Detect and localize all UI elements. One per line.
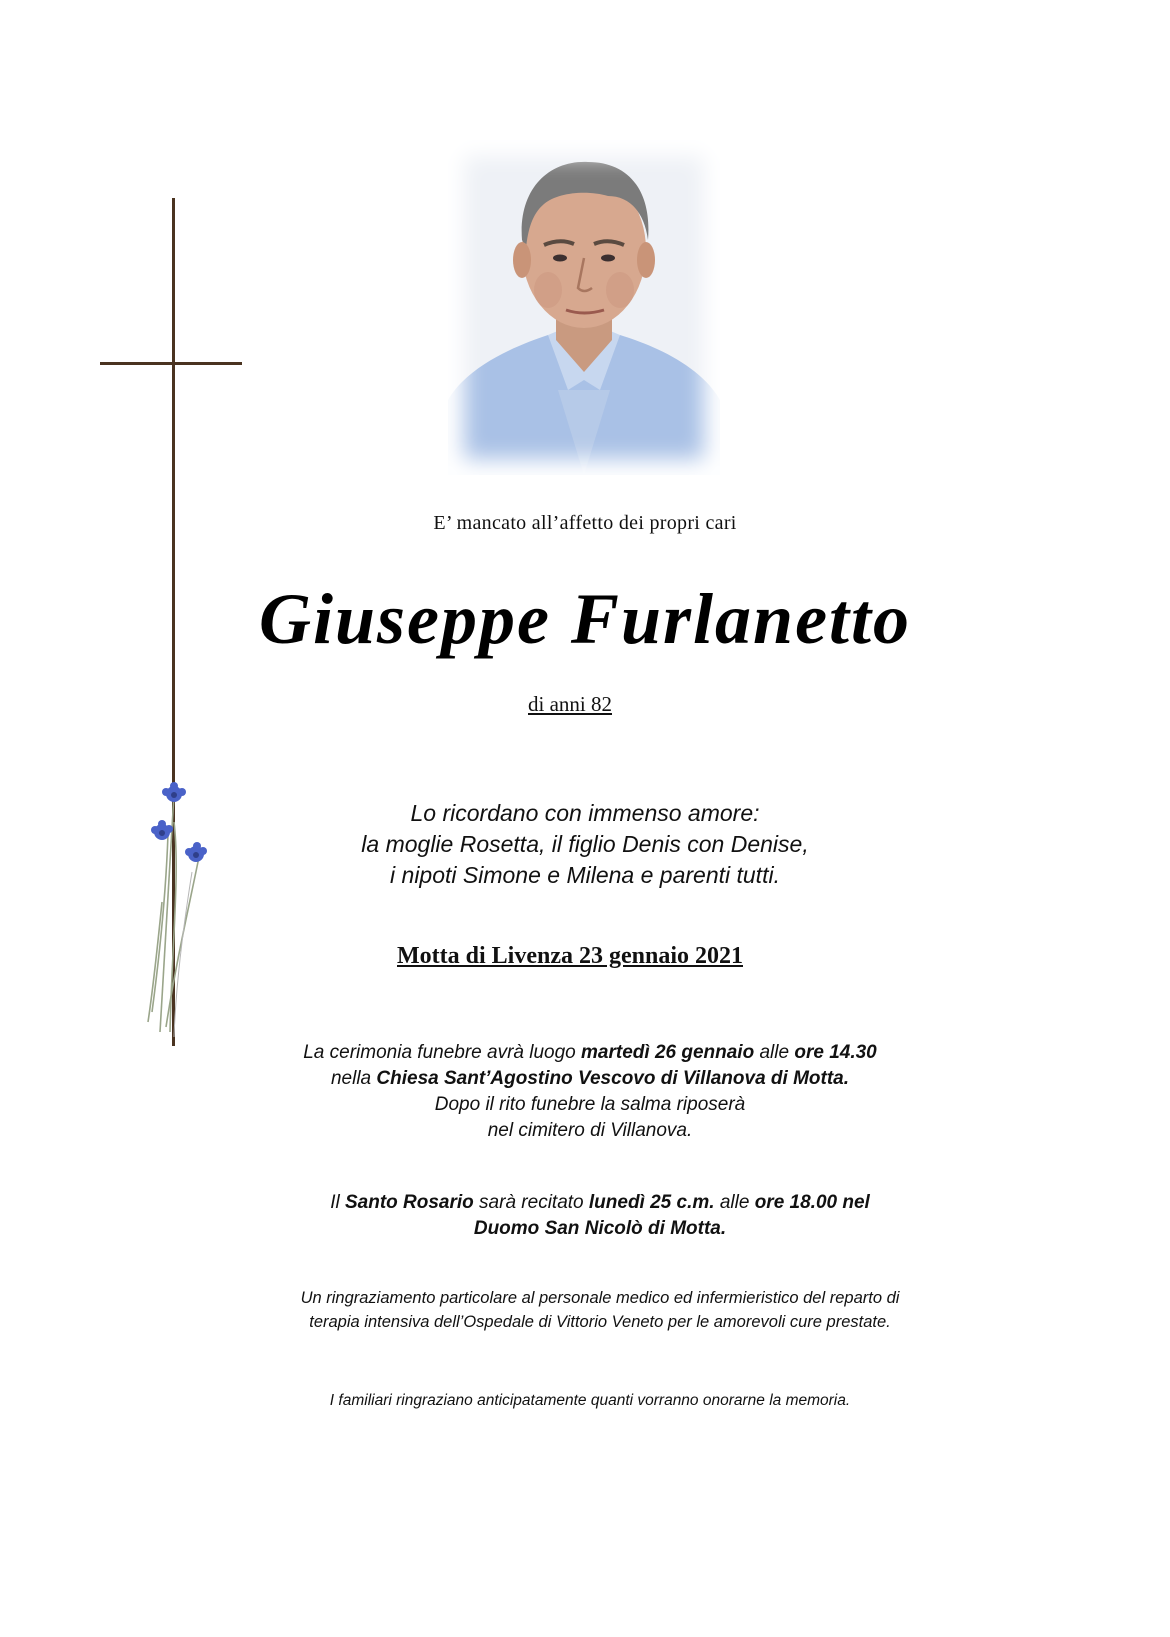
intro-text: E’ mancato all’affetto dei propri cari bbox=[433, 512, 737, 534]
thanks-line: Un ringraziamento particolare al personale medico ed infermieristico del reparto di bbox=[300, 1289, 900, 1307]
portrait-illustration bbox=[448, 140, 720, 475]
remember-line: la moglie Rosetta, il figlio Denis con Denise, bbox=[361, 831, 809, 857]
age-text: di anni 82 bbox=[528, 692, 612, 716]
portrait-photo bbox=[448, 140, 720, 475]
rosary-text: sarà recitato bbox=[473, 1192, 589, 1213]
ceremony-text: alle bbox=[754, 1042, 795, 1063]
ceremony-line bbox=[40, 1066, 1140, 1092]
remember-line: Lo ricordano con immenso amore: bbox=[410, 800, 760, 826]
rosary-line bbox=[50, 1216, 1150, 1242]
thanks-block bbox=[50, 1286, 1150, 1334]
remember-line: i nipoti Simone e Milena e parenti tutti. bbox=[390, 862, 780, 888]
ceremony-church: Chiesa Sant’Agostino Vescovo di Villanova di Motta. bbox=[376, 1068, 850, 1089]
ceremony-line: Dopo il rito funebre la salma riposerà bbox=[434, 1094, 746, 1115]
rosary-date: lunedì 25 c.m. bbox=[588, 1192, 715, 1213]
ceremony-line bbox=[40, 1040, 1140, 1066]
rosary-time: ore 18.00 nel bbox=[754, 1192, 870, 1213]
ceremony-time: ore 14.30 bbox=[794, 1042, 877, 1063]
cross-bar bbox=[100, 362, 242, 365]
rosary-line bbox=[50, 1190, 1150, 1216]
ceremony-date: martedì 26 gennaio bbox=[581, 1042, 755, 1063]
rosary-text: alle bbox=[714, 1192, 755, 1213]
rosary-text: Il bbox=[330, 1192, 345, 1213]
rosary-place: Duomo San Nicolò di Motta. bbox=[473, 1218, 727, 1239]
rosary-block bbox=[50, 1190, 1150, 1242]
place-date: Motta di Livenza 23 gennaio 2021 bbox=[397, 943, 743, 969]
ceremony-text: La cerimonia funebre avrà luogo bbox=[303, 1042, 582, 1063]
ceremony-text: nella bbox=[330, 1068, 377, 1089]
ceremony-line: nel cimitero di Villanova. bbox=[487, 1120, 693, 1141]
family-thanks: I familiari ringraziano anticipatamente quanti vorranno onorarne la memoria. bbox=[329, 1392, 851, 1409]
rosary-title: Santo Rosario bbox=[344, 1192, 474, 1213]
ceremony-block bbox=[40, 1040, 1140, 1144]
remember-block bbox=[30, 798, 1140, 891]
deceased-name: Giuseppe Furlanetto bbox=[258, 579, 912, 659]
thanks-line: terapia intensiva dell’Ospedale di Vittorio Veneto per le amorevoli cure prestate. bbox=[309, 1313, 891, 1331]
